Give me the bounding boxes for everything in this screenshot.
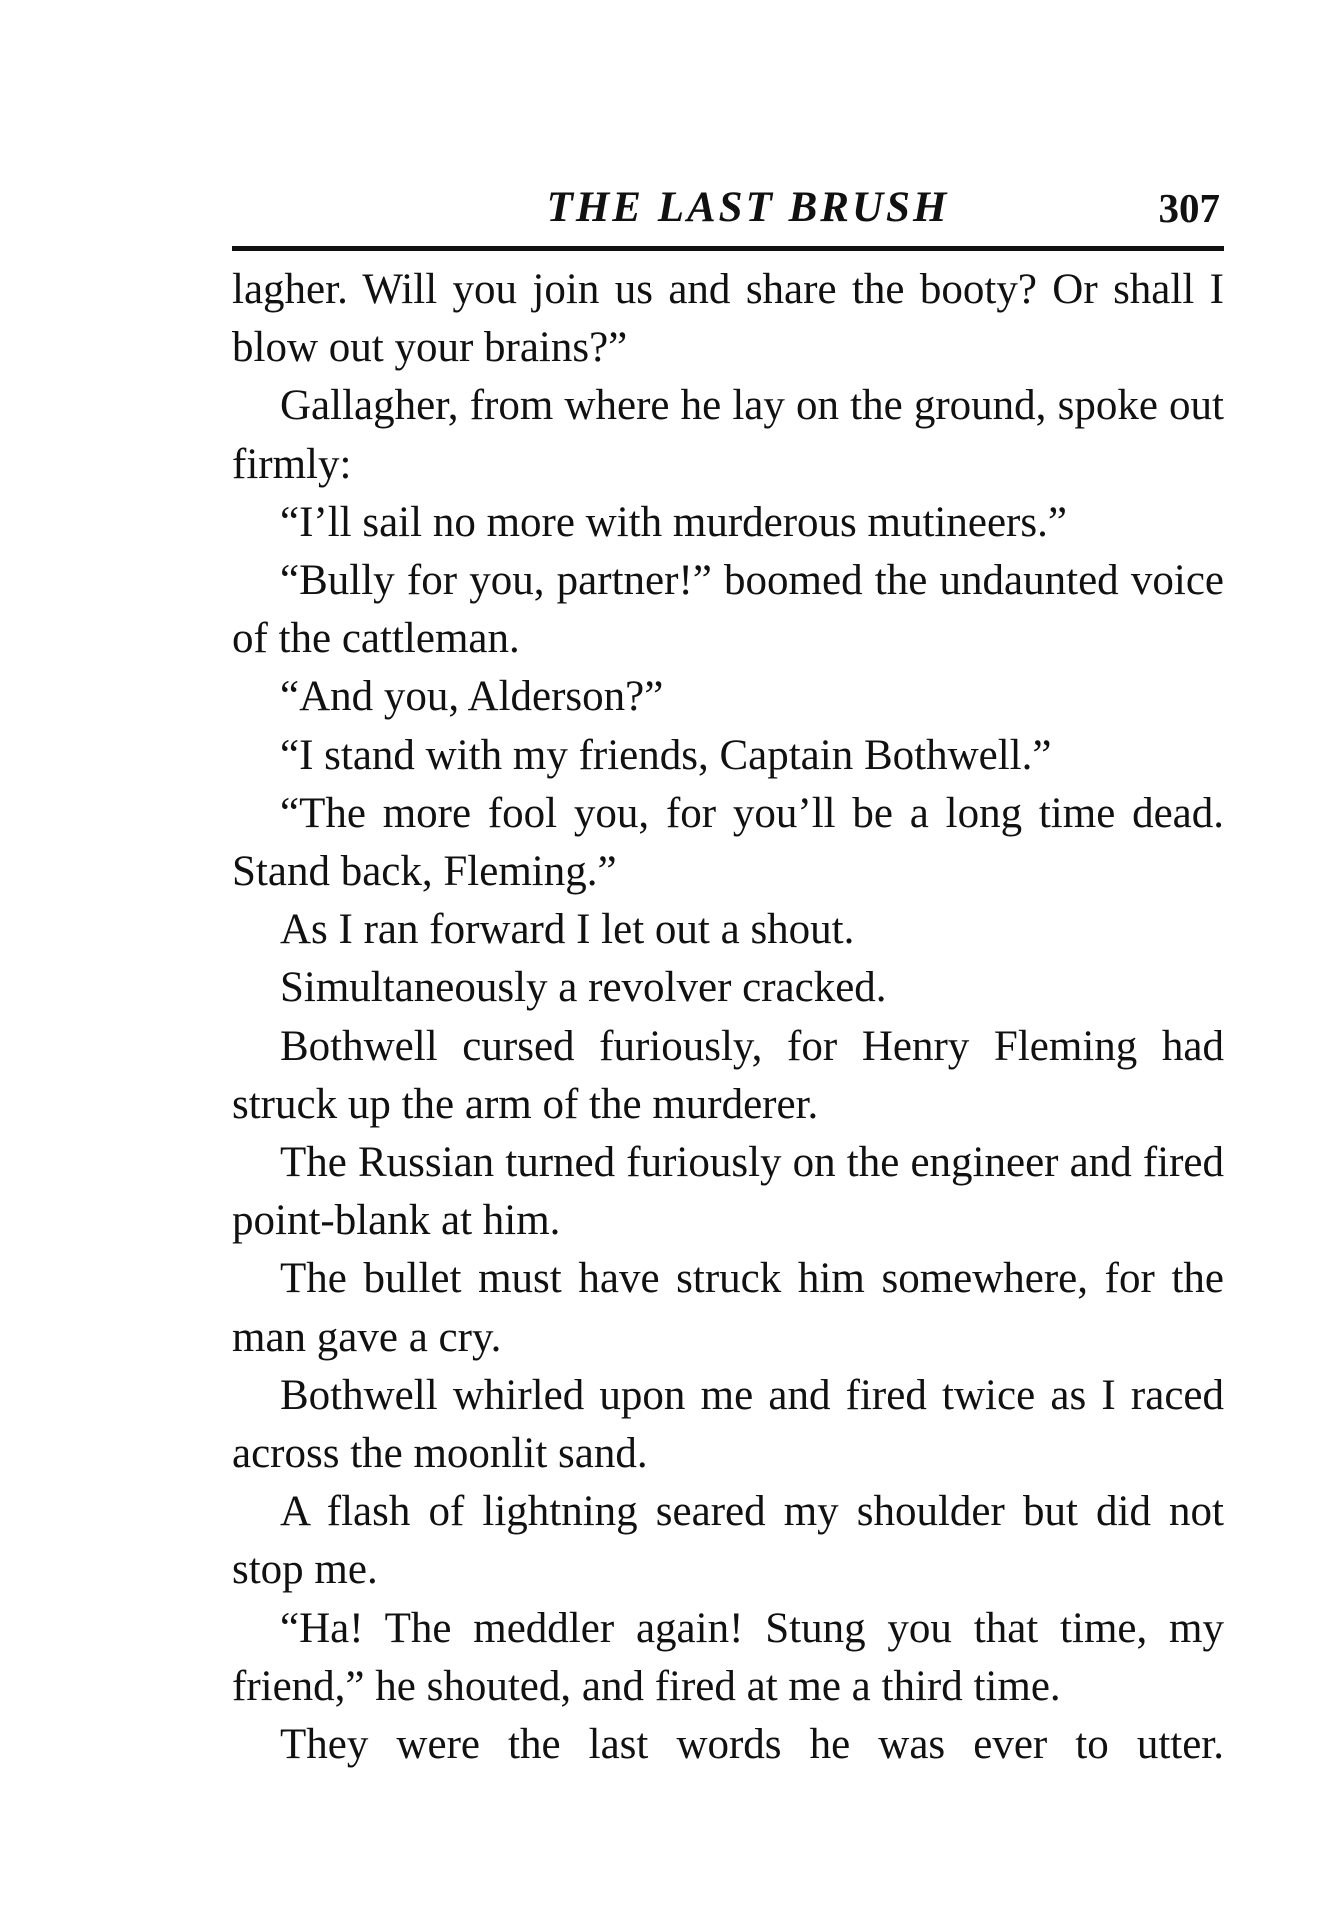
paragraph: Gallagher, from where he lay on the ground, spoke out firmly: xyxy=(232,382,1224,488)
running-head-title: THE LAST BRUSH xyxy=(546,184,950,231)
paragraph: Simultaneously a revolver cracked. xyxy=(280,964,887,1012)
paragraph: Bothwell cursed furiously, for Henry Fleming had struck up the arm of the murderer. xyxy=(232,1022,1224,1128)
running-head xyxy=(232,180,1224,236)
paragraph: “The more fool you, for you’ll be a long time dead. Stand back, Fleming.” xyxy=(232,789,1224,896)
paragraph: “Ha! The meddler again! Stung you that time, my friend,” he shouted, and fired at me a third time. xyxy=(232,1604,1224,1710)
paragraph: They were the last words he was ever to utter. xyxy=(280,1721,1224,1769)
paragraph: A flash of lightning seared my shoulder but did not stop me. xyxy=(232,1488,1224,1594)
paragraph: As I ran forward I let out a shout. xyxy=(280,906,855,954)
paragraph: “I stand with my friends, Captain Bothwell.” xyxy=(280,731,1052,779)
paragraph: “And you, Alderson?” xyxy=(280,673,664,721)
body-text xyxy=(232,261,1224,1774)
paragraph: lagher. Will you join us and share the booty? Or shall I blow out your brains?” xyxy=(232,266,1224,372)
header-rule xyxy=(232,246,1224,251)
paragraph: “I’ll sail no more with murderous mutineers.” xyxy=(280,498,1067,546)
paragraph: The Russian turned furiously on the engineer and fired point-blank at him. xyxy=(232,1139,1224,1245)
paragraph: The bullet must have struck him somewhere, for the man gave a cry. xyxy=(232,1255,1224,1361)
page-number: 307 xyxy=(1158,185,1220,231)
paragraph: Bothwell whirled upon me and fired twice as I raced across the moonlit sand. xyxy=(232,1371,1224,1478)
book-page xyxy=(232,180,1224,1774)
paragraph: “Bully for you, partner!” boomed the undaunted voice of the cattleman. xyxy=(232,557,1224,663)
